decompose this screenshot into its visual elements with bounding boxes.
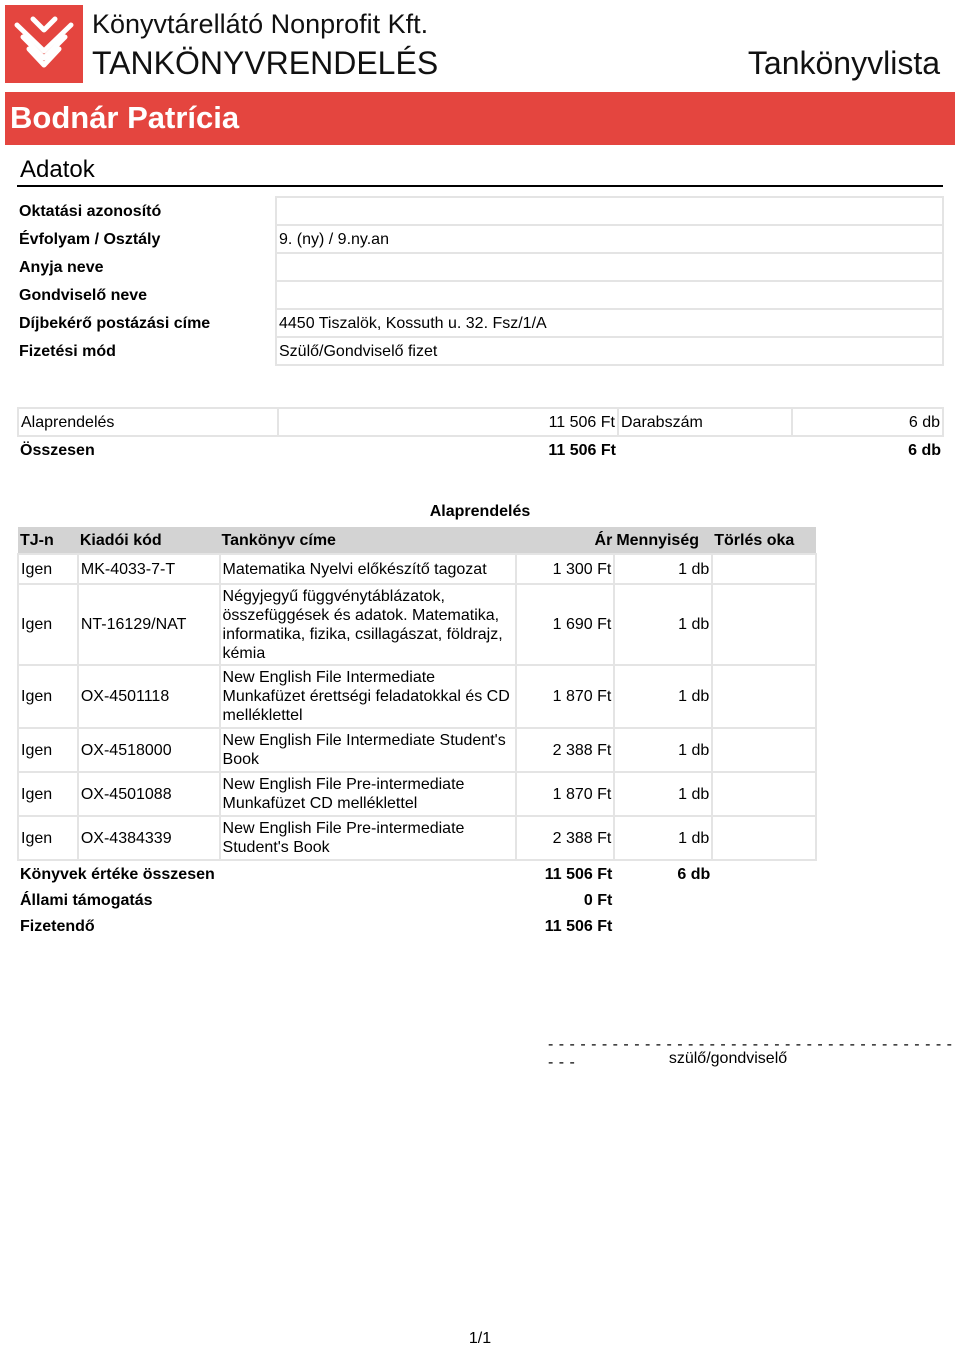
table-row bbox=[18, 772, 816, 816]
data-row bbox=[17, 253, 943, 281]
data-row bbox=[17, 337, 943, 365]
summary-count-label: Darabszám bbox=[618, 408, 792, 436]
table-row bbox=[18, 554, 816, 584]
total-spacer bbox=[712, 860, 816, 887]
order-title: Alaprendelés bbox=[429, 503, 531, 520]
summary-row bbox=[18, 408, 943, 436]
row-title: Négyjegyű függvénytáblázatok, összefüggések és adatok. Matematika, informatika, fizika, csillagászat, földrajz, kémia bbox=[220, 584, 516, 665]
data-value bbox=[276, 197, 943, 225]
student-name-bar bbox=[5, 92, 955, 145]
summary-total-label: Összesen bbox=[20, 441, 95, 459]
row-code: OX-4501088 bbox=[78, 772, 220, 816]
logo-chevrons-icon bbox=[5, 5, 83, 83]
section-divider bbox=[17, 185, 943, 187]
subsidy-label: Állami támogatás bbox=[20, 891, 153, 909]
row-tj: Igen bbox=[18, 816, 78, 860]
data-value: 4450 Tiszalök, Kossuth u. 32. Fsz/1/A bbox=[276, 309, 943, 337]
row-deletion-reason bbox=[712, 554, 816, 584]
row-deletion-reason bbox=[712, 772, 816, 816]
data-table bbox=[17, 196, 944, 366]
row-quantity: 1 db bbox=[614, 816, 712, 860]
row-price: 1 300 Ft bbox=[516, 554, 615, 584]
column-header-quantity: Mennyiség bbox=[614, 527, 712, 554]
table-row bbox=[18, 728, 816, 772]
row-price: 1 870 Ft bbox=[516, 772, 615, 816]
row-title: New English File Pre-intermediate Student's Book bbox=[220, 816, 516, 860]
row-title: New English File Pre-intermediate Munkafüzet CD melléklettel bbox=[220, 772, 516, 816]
row-code: OX-4384339 bbox=[78, 816, 220, 860]
row-deletion-reason bbox=[712, 584, 816, 665]
data-row bbox=[17, 281, 943, 309]
row-quantity: 1 db bbox=[614, 728, 712, 772]
row-deletion-reason bbox=[712, 728, 816, 772]
data-row bbox=[17, 225, 943, 253]
row-title: New English File Intermediate Student's Book bbox=[220, 728, 516, 772]
data-row bbox=[17, 309, 943, 337]
book-list-table bbox=[17, 527, 817, 939]
payable-quantity bbox=[614, 913, 712, 939]
data-value: 9. (ny) / 9.ny.an bbox=[276, 225, 943, 253]
row-tj: Igen bbox=[18, 728, 78, 772]
payable-spacer bbox=[712, 913, 816, 939]
table-row bbox=[18, 584, 816, 665]
subsidy-amount: 0 Ft bbox=[583, 891, 613, 909]
row-tj: Igen bbox=[18, 665, 78, 728]
row-price: 1 690 Ft bbox=[516, 584, 615, 665]
data-row bbox=[17, 197, 943, 225]
data-label: Fizetési mód bbox=[19, 342, 116, 360]
summary-count: 6 db bbox=[792, 408, 943, 436]
form-title: TANKÖNYVRENDELÉS bbox=[92, 45, 439, 81]
total-quantity: 6 db bbox=[677, 865, 711, 883]
summary-table bbox=[17, 407, 944, 463]
row-deletion-reason bbox=[712, 665, 816, 728]
row-code: OX-4501118 bbox=[78, 665, 220, 728]
signature-label: szülő/gondviselő bbox=[668, 1050, 788, 1067]
summary-total-amount: 11 506 Ft bbox=[548, 441, 616, 459]
signature-line: - - - - - - - - - - - - - - - - - - - - - - - - - - - - - - - - - - - - - - - - - bbox=[548, 1036, 953, 1071]
row-quantity: 1 db bbox=[614, 772, 712, 816]
data-value bbox=[276, 281, 943, 309]
total-label: Könyvek értéke összesen bbox=[20, 865, 215, 883]
student-name: Bodnár Patrícia bbox=[10, 100, 240, 135]
summary-amount: 11 506 Ft bbox=[278, 408, 618, 436]
row-quantity: 1 db bbox=[614, 554, 712, 584]
total-row bbox=[18, 860, 816, 887]
row-quantity: 1 db bbox=[614, 584, 712, 665]
data-label: Anyja neve bbox=[19, 258, 104, 276]
row-price: 2 388 Ft bbox=[516, 816, 615, 860]
subsidy-quantity bbox=[614, 887, 712, 913]
row-code: MK-4033-7-T bbox=[78, 554, 220, 584]
row-price: 2 388 Ft bbox=[516, 728, 615, 772]
table-row bbox=[18, 665, 816, 728]
page-number: 1/1 bbox=[468, 1330, 492, 1347]
row-price: 1 870 Ft bbox=[516, 665, 615, 728]
row-tj: Igen bbox=[18, 772, 78, 816]
data-label: Díjbekérő postázási címe bbox=[19, 314, 211, 332]
column-header-price: Ár bbox=[516, 527, 615, 554]
data-label: Évfolyam / Osztály bbox=[19, 230, 161, 248]
payable-row bbox=[18, 913, 816, 939]
summary-label: Alaprendelés bbox=[18, 408, 278, 436]
payable-amount: 11 506 Ft bbox=[544, 917, 613, 935]
row-code: NT-16129/NAT bbox=[78, 584, 220, 665]
row-quantity: 1 db bbox=[614, 665, 712, 728]
subsidy-row bbox=[18, 887, 816, 913]
data-value bbox=[276, 253, 943, 281]
column-header-code: Kiadói kód bbox=[78, 527, 220, 554]
row-title: New English File Intermediate Munkafüzet érettségi feladatokkal és CD melléklettel bbox=[220, 665, 516, 728]
payable-label: Fizetendő bbox=[20, 917, 95, 935]
organization-name: Könyvtárellátó Nonprofit Kft. bbox=[92, 9, 429, 39]
table-header bbox=[18, 527, 816, 554]
row-tj: Igen bbox=[18, 554, 78, 584]
row-title: Matematika Nyelvi előkészítő tagozat bbox=[220, 554, 516, 584]
table-row bbox=[18, 816, 816, 860]
subsidy-spacer bbox=[712, 887, 816, 913]
column-header-title: Tankönyv címe bbox=[220, 527, 516, 554]
row-code: OX-4518000 bbox=[78, 728, 220, 772]
row-deletion-reason bbox=[712, 816, 816, 860]
summary-row bbox=[18, 436, 943, 463]
total-amount: 11 506 Ft bbox=[544, 865, 613, 883]
column-header-tj: TJ-n bbox=[18, 527, 78, 554]
row-tj: Igen bbox=[18, 584, 78, 665]
data-label: Gondviselő neve bbox=[19, 286, 148, 304]
column-header-deletion-reason: Törlés oka bbox=[712, 527, 816, 554]
summary-total-count: 6 db bbox=[908, 441, 941, 459]
logo bbox=[5, 5, 83, 83]
summary-spacer bbox=[618, 436, 792, 463]
data-section-title: Adatok bbox=[20, 156, 95, 183]
document-title: Tankönyvlista bbox=[747, 45, 940, 81]
data-value: Szülő/Gondviselő fizet bbox=[276, 337, 943, 365]
data-label: Oktatási azonosító bbox=[19, 202, 162, 220]
